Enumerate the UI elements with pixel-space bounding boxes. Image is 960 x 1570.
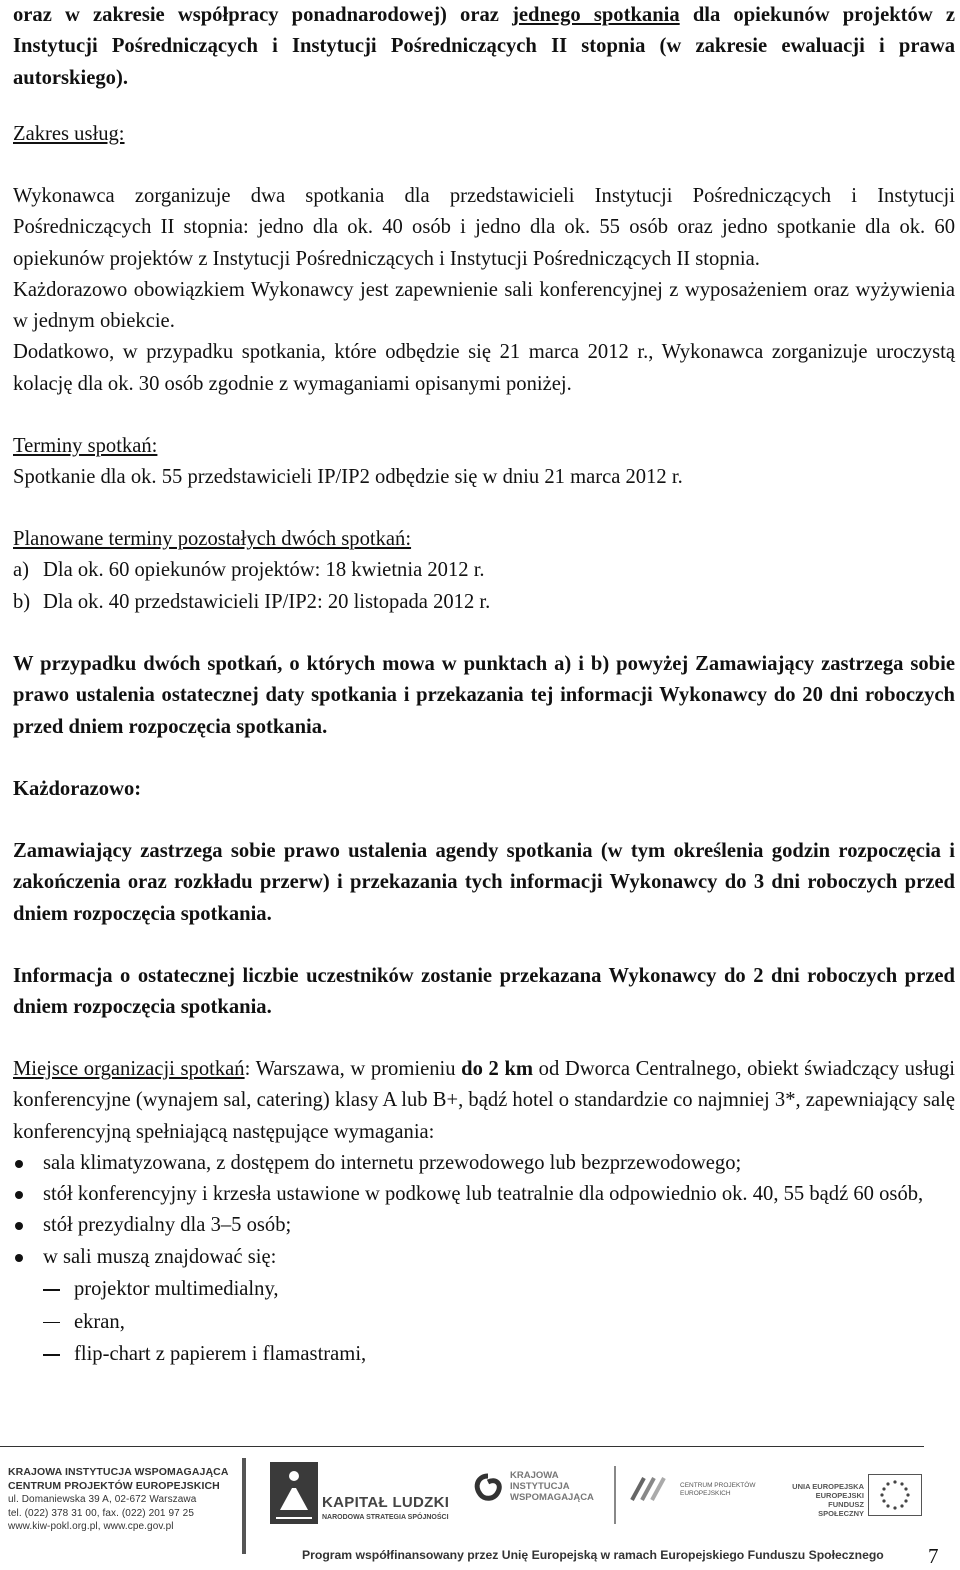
kiw-logo <box>470 1466 610 1526</box>
cpe-logo-line: EUROPEJSKICH <box>680 1490 731 1497</box>
zakres-heading-text: Zakres usług: <box>13 123 125 145</box>
intro-text-a: oraz w zakresie współpracy ponadnarodowej) oraz <box>13 4 513 26</box>
footer-divider <box>0 1446 924 1447</box>
kazdorazowo-paragraph-1 <box>13 836 955 930</box>
planowane-heading: Planowane terminy pozostałych dwóch spotkań: <box>13 528 412 550</box>
list-item-text: w sali muszą znajdować się: <box>43 1245 277 1268</box>
zakres-heading <box>13 119 955 150</box>
cpe-logo <box>630 1474 770 1514</box>
planowane-section <box>13 524 955 618</box>
kiw-emblem-icon <box>470 1472 506 1508</box>
list-item <box>13 1210 955 1241</box>
intro-text-b: dla opiekunów projektów z Instytucji Pośredniczących i Instytucji Pośredniczących II stopnia (w zakresie ewaluacji i prawa autorskiego). <box>13 4 955 89</box>
intro-text-underlined: jednego spotkania <box>512 4 680 26</box>
ue-logo-line: EUROPEJSKI <box>815 1491 864 1500</box>
kiw-address-line: tel. (022) 378 31 00, fax. (022) 201 97 25 <box>8 1507 194 1519</box>
dash-icon <box>43 1322 60 1324</box>
planowane-item-b <box>13 587 955 618</box>
zakres-body <box>13 181 955 400</box>
miejsce-bold: do 2 km <box>461 1058 534 1080</box>
list-item-text: stół konferencyjny i krzesła ustawione w podkowę lub teatralnie dla odpowiednio ok. 40, 55 bądź 60 osób, <box>43 1183 924 1206</box>
ue-logo-line: UNIA EUROPEJSKA <box>792 1482 864 1491</box>
kiw-logo-line: WSPOMAGAJĄCA <box>510 1492 594 1503</box>
list-item-text: projektor multimedialny, <box>74 1278 279 1301</box>
ue-logo <box>786 1472 926 1522</box>
list-item <box>13 1273 955 1306</box>
kapital-ludzki-subtitle: NARODOWA STRATEGIA SPÓJNOŚCI <box>322 1514 449 1521</box>
kazdorazowo-heading-text: Każdorazowo: <box>13 778 142 800</box>
zakres-paragraph-1: Wykonawca zorganizuje dwa spotkania dla przedstawicieli Instytucji Pośredniczących i Instytucji Pośredniczących II stopnia: jedno dla ok. 40 osób i jedno dla ok. 55 osób oraz jedno spotkanie dla ok. 60 opiekunów projektów z Instytucji Pośredniczących i Instytucji Pośredniczących II stopnia. <box>13 185 955 270</box>
cpe-arrows-icon <box>630 1474 676 1504</box>
terminy-heading: Terminy spotkań: <box>13 435 158 457</box>
kazdorazowo-p2-text: Informacja o ostatecznej liczbie uczestników zostanie przekazana Wykonawcy do 2 dni roboczych przed dniem rozpoczęcia spotkania. <box>13 965 955 1019</box>
footer-separator <box>614 1466 616 1524</box>
kiw-address-line: ul. Domaniewska 39 A, 02-672 Warszawa <box>8 1494 197 1505</box>
planowane-item-a <box>13 555 955 586</box>
eu-flag-icon <box>868 1474 922 1516</box>
list-item-text: sala klimatyzowana, z dostępem do internetu przewodowego lub bezprzewodowego; <box>43 1151 742 1174</box>
list-item <box>13 1179 955 1210</box>
miejsce-section <box>13 1054 955 1371</box>
kiw-address-line: CENTRUM PROJEKTÓW EUROPEJSKICH <box>8 1479 220 1492</box>
zakres-paragraph-3: Dodatkowo, w przypadku spotkania, które odbędzie się 21 marca 2012 r., Wykonawca zorganizuje uroczystą kolację dla ok. 30 osób zgodnie z wymaganiami opisanymi poniżej. <box>13 341 955 395</box>
equipment-list <box>13 1273 955 1371</box>
kiw-logo-line: KRAJOWA <box>510 1470 559 1481</box>
terminy-text: Spotkanie dla ok. 55 przedstawicieli IP/IP2 odbędzie się w dniu 21 marca 2012 r. <box>13 466 683 489</box>
bold-note-text: W przypadku dwóch spotkań, o których mowa w punktach a) i b) powyżej Zamawiający zastrzega sobie prawo ustalenia ostatecznej daty spotkania i przekazania tej informacji Wykonawcy do 20 dni roboczych przed dniem rozpoczęcia spotkania. <box>13 653 955 738</box>
list-item-text: flip-chart z papierem i flamastrami, <box>74 1343 367 1366</box>
requirements-list <box>13 1148 955 1273</box>
bold-note <box>13 649 955 743</box>
kapital-ludzki-logo <box>266 1462 450 1532</box>
list-item <box>13 1338 955 1371</box>
kiw-address-line: www.kiw-pokl.org.pl, www.cpe.gov.pl <box>8 1521 174 1532</box>
terminy-section <box>13 431 955 494</box>
program-footer-text: Program współfinansowany przez Unię Europejską w ramach Europejskiego Funduszu Społecznego <box>302 1548 884 1562</box>
kazdorazowo-heading <box>13 774 955 805</box>
kapital-ludzki-icon <box>270 1462 318 1524</box>
ue-logo-line: FUNDUSZ SPOŁECZNY <box>818 1500 864 1518</box>
footer <box>0 1452 960 1570</box>
kiw-logo-text <box>510 1470 594 1503</box>
planowane-text-b: Dla ok. 40 przedstawicieli IP/IP2: 20 listopada 2012 r. <box>43 590 491 613</box>
cpe-logo-line: CENTRUM PROJEKTÓW <box>680 1482 756 1489</box>
list-item-text: stół prezydialny dla 3–5 osób; <box>43 1214 292 1237</box>
footer-separator <box>242 1458 246 1554</box>
planowane-text-a: Dla ok. 60 opiekunów projektów: 18 kwietnia 2012 r. <box>43 559 485 582</box>
list-item <box>13 1306 955 1339</box>
intro-paragraph <box>13 0 955 94</box>
kapital-ludzki-title: KAPITAŁ LUDZKI <box>322 1494 450 1511</box>
zakres-paragraph-2: Każdorazowo obowiązkiem Wykonawcy jest zapewnienie sali konferencyjnej z wyposażeniem oraz wyżywienia w jednym obiekcie. <box>13 278 955 333</box>
planowane-marker-a: a) <box>13 559 29 582</box>
kiw-address-block <box>8 1466 242 1534</box>
page-number: 7 <box>928 1544 939 1568</box>
ue-logo-text <box>786 1482 864 1518</box>
kiw-address-line: KRAJOWA INSTYTUCJA WSPOMAGAJĄCA <box>8 1466 229 1478</box>
planowane-marker-b: b) <box>13 590 31 613</box>
miejsce-colon: : <box>244 1058 251 1080</box>
list-item <box>13 1242 955 1273</box>
miejsce-text-2: od Dworca Centralnego, obiekt świadczący usługi konferencyjne (wynajem sal, catering) klasy A lub B+, bądź hotel o standardzie co najmniej 3*, zapewniający salę konferencyjną spełniającą następujące wymagania: <box>13 1058 956 1143</box>
kazdorazowo-p1-text: Zamawiający zastrzega sobie prawo ustalenia agendy spotkania (w tym określenia godzin rozpoczęcia i zakończenia oraz rozkładu przerw) i przekazania tych informacji Wykonawcy do 3 dni roboczych przed dniem rozpoczęcia spotkania. <box>13 840 955 925</box>
cpe-logo-text <box>680 1482 755 1498</box>
dash-icon <box>43 1289 60 1291</box>
miejsce-label: Miejsce organizacji spotkań <box>13 1058 245 1080</box>
miejsce-text-1: Warszawa, w promieniu <box>250 1058 462 1080</box>
list-item <box>13 1148 955 1179</box>
kazdorazowo-paragraph-2 <box>13 961 955 1024</box>
list-item-text: ekran, <box>74 1310 125 1333</box>
kiw-logo-line: INSTYTUCJA <box>510 1481 570 1492</box>
dash-icon <box>43 1354 60 1356</box>
